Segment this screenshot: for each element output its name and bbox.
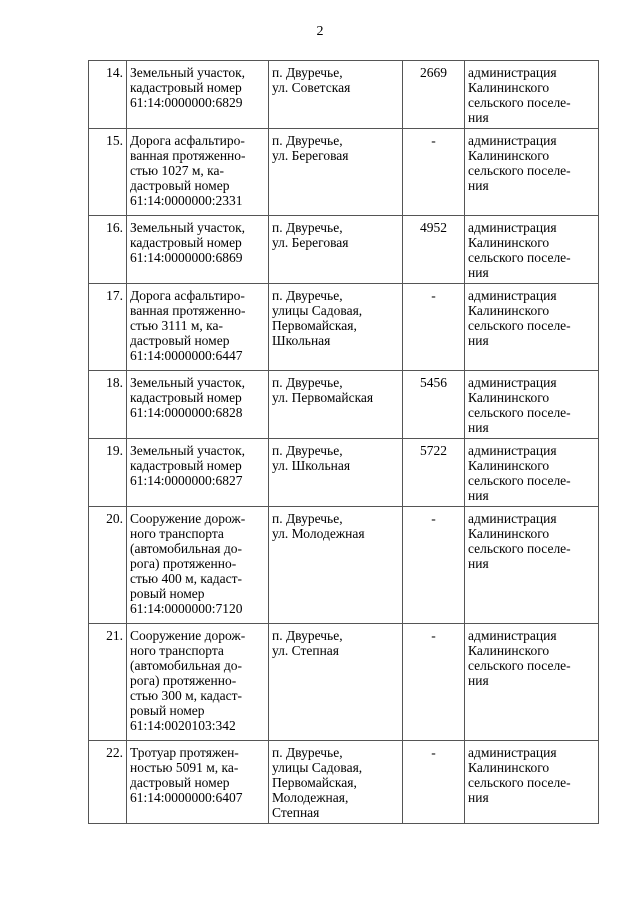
table-row [89, 216, 599, 284]
table-row [89, 284, 599, 371]
owner-cell: администрация Калининского сельского поселе- ния [465, 439, 599, 507]
row-number-cell: 21. [89, 624, 127, 741]
table-row [89, 741, 599, 824]
area-cell: - [403, 129, 465, 216]
address-cell: п. Двуречье, ул. Береговая [269, 129, 403, 216]
table-body [89, 61, 599, 824]
address-cell: п. Двуречье, ул. Советская [269, 61, 403, 129]
row-number-cell: 22. [89, 741, 127, 824]
owner-cell: администрация Калининского сельского поселе- ния [465, 129, 599, 216]
row-number-cell: 17. [89, 284, 127, 371]
property-registry-table [88, 60, 599, 824]
object-name-cell: Земельный участок, кадастровый номер 61:14:0000000:6829 [127, 61, 269, 129]
object-name-cell: Сооружение дорож- ного транспорта (автомобильная до- рога) протяженно- стью 400 м, кадаст- ровый номер 61:14:0000000:7120 [127, 507, 269, 624]
table-row [89, 61, 599, 129]
owner-cell: администрация Калининского сельского поселе- ния [465, 624, 599, 741]
row-number-cell: 15. [89, 129, 127, 216]
row-number-cell: 14. [89, 61, 127, 129]
area-cell: - [403, 507, 465, 624]
table-row [89, 439, 599, 507]
owner-cell: администрация Калининского сельского поселе- ния [465, 741, 599, 824]
row-number-cell: 19. [89, 439, 127, 507]
row-number-cell: 16. [89, 216, 127, 284]
area-cell: 5722 [403, 439, 465, 507]
table-row [89, 371, 599, 439]
address-cell: п. Двуречье, улицы Садовая, Первомайская, Молодежная, Степная [269, 741, 403, 824]
address-cell: п. Двуречье, ул. Школьная [269, 439, 403, 507]
object-name-cell: Тротуар протяжен- ностью 5091 м, ка- дастровый номер 61:14:0000000:6407 [127, 741, 269, 824]
table-row [89, 507, 599, 624]
row-number-cell: 18. [89, 371, 127, 439]
table-row [89, 129, 599, 216]
object-name-cell: Земельный участок, кадастровый номер 61:14:0000000:6828 [127, 371, 269, 439]
owner-cell: администрация Калининского сельского поселе- ния [465, 371, 599, 439]
address-cell: п. Двуречье, ул. Первомайская [269, 371, 403, 439]
area-cell: - [403, 624, 465, 741]
area-cell: 2669 [403, 61, 465, 129]
owner-cell: администрация Калининского сельского поселе- ния [465, 61, 599, 129]
address-cell: п. Двуречье, ул. Степная [269, 624, 403, 741]
table-row [89, 624, 599, 741]
object-name-cell: Сооружение дорож- ного транспорта (автомобильная до- рога) протяженно- стью 300 м, кадаст- ровый номер 61:14:0020103:342 [127, 624, 269, 741]
owner-cell: администрация Калининского сельского поселе- ния [465, 284, 599, 371]
address-cell: п. Двуречье, улицы Садовая, Первомайская, Школьная [269, 284, 403, 371]
area-cell: - [403, 741, 465, 824]
area-cell: - [403, 284, 465, 371]
row-number-cell: 20. [89, 507, 127, 624]
object-name-cell: Земельный участок, кадастровый номер 61:14:0000000:6869 [127, 216, 269, 284]
owner-cell: администрация Калининского сельского поселе- ния [465, 507, 599, 624]
area-cell: 4952 [403, 216, 465, 284]
owner-cell: администрация Калининского сельского поселе- ния [465, 216, 599, 284]
address-cell: п. Двуречье, ул. Береговая [269, 216, 403, 284]
address-cell: п. Двуречье, ул. Молодежная [269, 507, 403, 624]
object-name-cell: Дорога асфальтиро- ванная протяженно- стью 3111 м, ка- дастровый номер 61:14:0000000:6447 [127, 284, 269, 371]
object-name-cell: Дорога асфальтиро- ванная протяженно- стью 1027 м, ка- дастровый номер 61:14:0000000:2331 [127, 129, 269, 216]
object-name-cell: Земельный участок, кадастровый номер 61:14:0000000:6827 [127, 439, 269, 507]
page-number: 2 [316, 24, 324, 39]
area-cell: 5456 [403, 371, 465, 439]
